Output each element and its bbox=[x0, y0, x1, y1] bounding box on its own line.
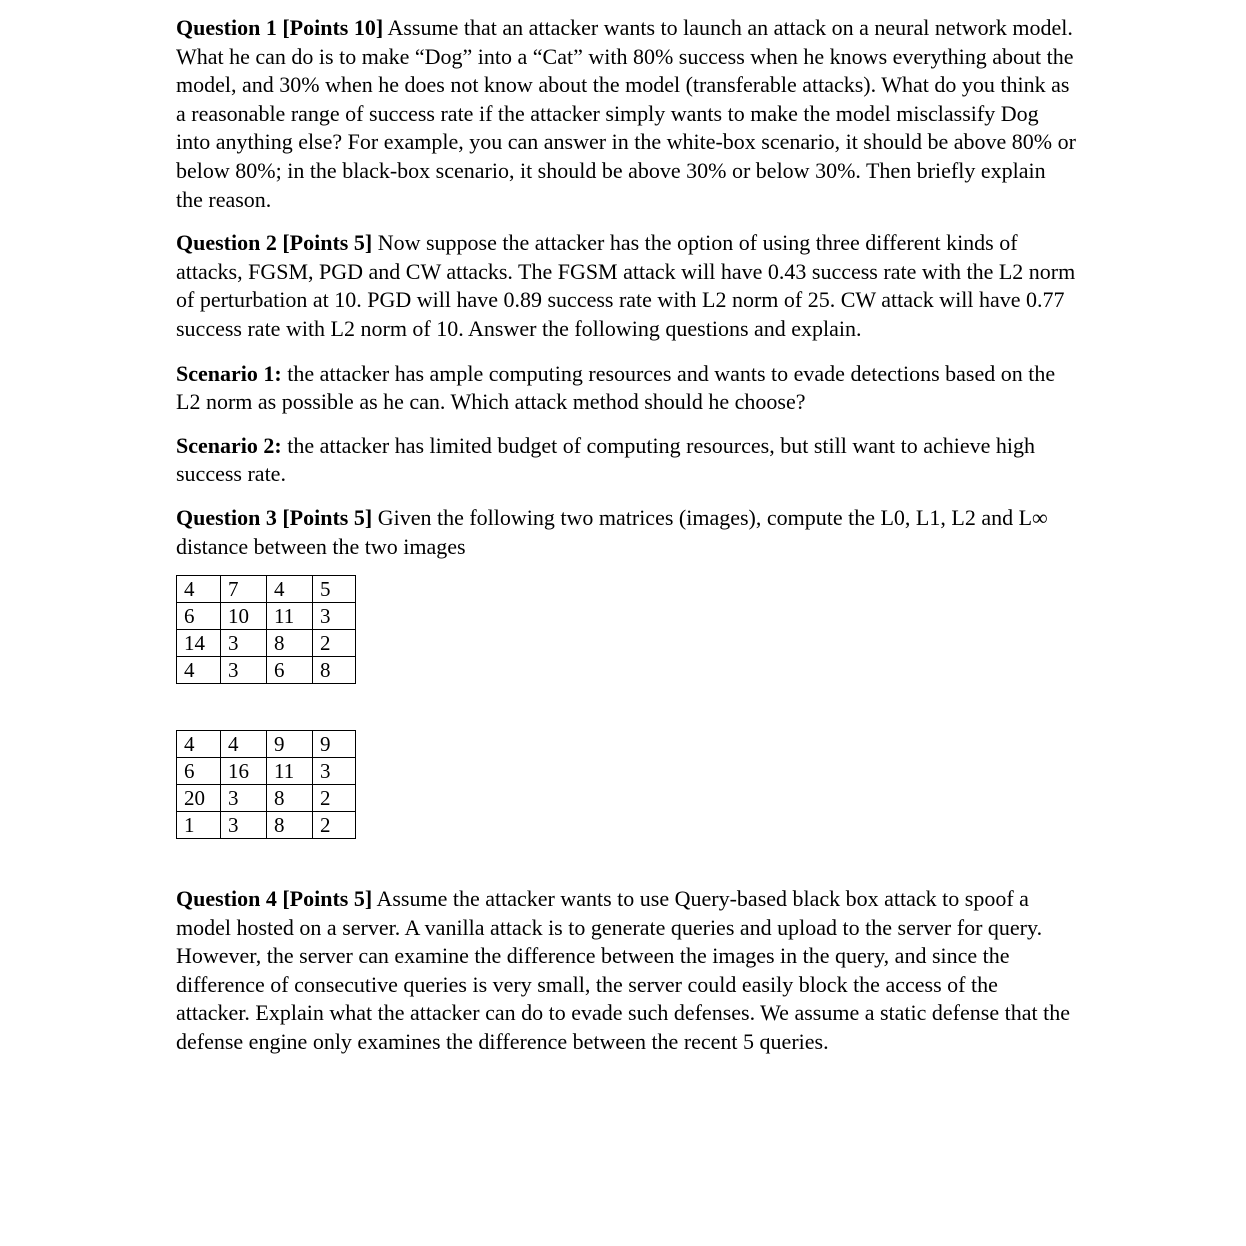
matrix-cell: 4 bbox=[177, 576, 221, 603]
matrix-cell: 9 bbox=[267, 731, 313, 758]
question-1 bbox=[176, 14, 1076, 214]
matrix-b-table bbox=[176, 730, 356, 839]
scenario-2 bbox=[176, 432, 1076, 489]
table-row bbox=[177, 731, 356, 758]
matrix-cell: 5 bbox=[313, 576, 356, 603]
matrix-a-table bbox=[176, 575, 356, 684]
matrix-cell: 3 bbox=[313, 758, 356, 785]
table-row bbox=[177, 576, 356, 603]
table-row bbox=[177, 812, 356, 839]
matrix-cell: 11 bbox=[267, 603, 313, 630]
question-2-text: Now suppose the attacker has the option of using three different kinds of attacks, FGSM, PGD and CW attacks. The FGSM attack will have 0.43 success rate with the L2 norm of perturbation at 10. PGD will have 0.89 success rate with L2 norm of 25. CW attack will have 0.77 success rate with L2 norm of 10. Answer the following questions and explain. bbox=[176, 230, 1076, 341]
matrix-cell: 20 bbox=[177, 785, 221, 812]
question-2-heading: Question 2 [Points 5] bbox=[176, 230, 373, 256]
matrix-cell: 2 bbox=[313, 785, 356, 812]
document-page bbox=[176, 14, 1076, 1057]
matrix-cell: 3 bbox=[221, 785, 267, 812]
matrix-cell: 6 bbox=[267, 657, 313, 684]
matrix-cell: 14 bbox=[177, 630, 221, 657]
table-row bbox=[177, 657, 356, 684]
matrix-cell: 3 bbox=[313, 603, 356, 630]
question-2 bbox=[176, 229, 1076, 343]
scenario-1-text: the attacker has ample computing resources and wants to evade detections based on the L2 norm as possible as he can. Which attack method should he choose? bbox=[176, 360, 1056, 415]
scenario-1-heading: Scenario 1: bbox=[176, 360, 282, 386]
matrix-cell: 8 bbox=[267, 812, 313, 839]
matrix-cell: 4 bbox=[267, 576, 313, 603]
matrix-cell: 6 bbox=[177, 758, 221, 785]
matrix-cell: 8 bbox=[267, 785, 313, 812]
table-row bbox=[177, 603, 356, 630]
matrix-cell: 7 bbox=[221, 576, 267, 603]
matrix-cell: 8 bbox=[267, 630, 313, 657]
scenario-1 bbox=[176, 360, 1076, 417]
table-row bbox=[177, 758, 356, 785]
question-3-text: Given the following two matrices (images), compute the L0, L1, L2 and L∞ distance between the two images bbox=[176, 504, 1048, 559]
matrix-cell: 8 bbox=[313, 657, 356, 684]
matrix-cell: 6 bbox=[177, 603, 221, 630]
matrix-cell: 2 bbox=[313, 630, 356, 657]
matrix-cell: 4 bbox=[177, 657, 221, 684]
question-3 bbox=[176, 504, 1076, 561]
question-4 bbox=[176, 885, 1076, 1057]
question-1-heading: Question 1 [Points 10] bbox=[176, 15, 384, 40]
matrix-cell: 4 bbox=[177, 731, 221, 758]
scenario-2-heading: Scenario 2: bbox=[176, 432, 282, 458]
matrix-cell: 2 bbox=[313, 812, 356, 839]
matrix-cell: 1 bbox=[177, 812, 221, 839]
question-1-text: Assume that an attacker wants to launch an attack on a neural network model. What he can do is to make “Dog” into a “Cat” with 80% success when he knows everything about the model, and 30% when he does not know about the model (transferable attacks). What do you think as a reasonable range of success rate if the attacker simply wants to make the model misclassify Dog into anything else? For example, you can answer in the white-box scenario, it should be above 80% or below 80%; in the black-box scenario, it should be above 30% or below 30%. Then briefly explain the reason. bbox=[176, 15, 1076, 212]
table-row bbox=[177, 630, 356, 657]
matrix-cell: 16 bbox=[221, 758, 267, 785]
matrix-cell: 3 bbox=[221, 657, 267, 684]
matrix-cell: 4 bbox=[221, 731, 267, 758]
scenario-2-text: the attacker has limited budget of computing resources, but still want to achieve high success rate. bbox=[176, 432, 1035, 487]
question-3-heading: Question 3 [Points 5] bbox=[176, 504, 373, 530]
matrix-cell: 9 bbox=[313, 731, 356, 758]
question-4-heading: Question 4 [Points 5] bbox=[176, 886, 373, 912]
matrix-cell: 3 bbox=[221, 812, 267, 839]
table-row bbox=[177, 785, 356, 812]
question-4-text: Assume the attacker wants to use Query-based black box attack to spoof a model hosted on a server. A vanilla attack is to generate queries and upload to the server for query. However, the server can examine the difference between the images in the query, and since the difference of consecutive queries is very small, the server could easily block the access of the attacker. Explain what the attacker can do to evade such defenses. We assume a static defense that the defense engine only examines the difference between the recent 5 queries. bbox=[176, 886, 1070, 1055]
matrix-cell: 10 bbox=[221, 603, 267, 630]
matrix-cell: 3 bbox=[221, 630, 267, 657]
matrix-cell: 11 bbox=[267, 758, 313, 785]
